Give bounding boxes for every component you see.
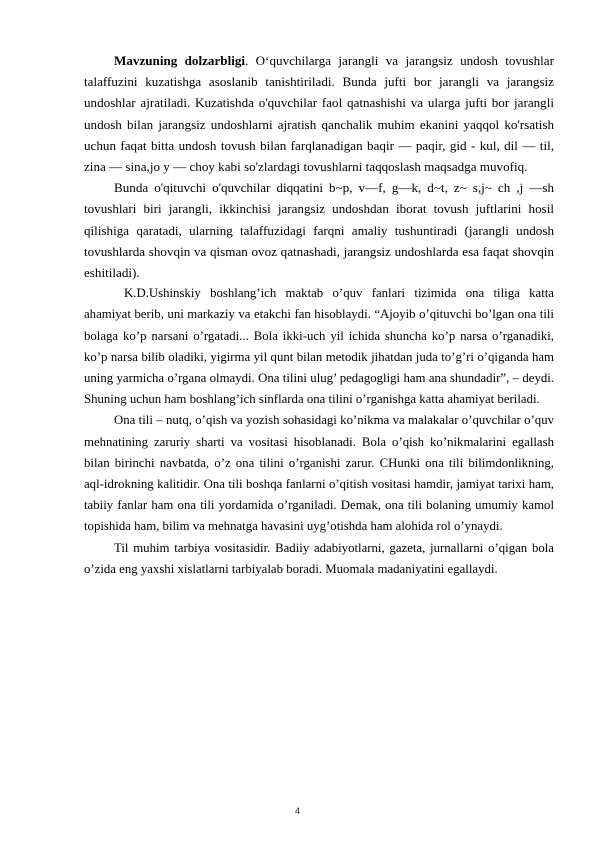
paragraph-native-language-role — [84, 410, 554, 537]
paragraph-text: Ona tili – nutq, o’qish va yozish sohasidagi ko’nikma va malakalar o’quvchilar o’quv mehnatining zaruriy sharti va vositasi hisoblanadi. Bola o’qish ko’nikmalarini egallash bilan birinchi navbatda, o’z ona tilini o’rganishi zarur. CHunki ona tili bilimdonlikning, aql-idrokning kalitidir. Ona tili boshqa fanlarni o’qitish vositasi hamdir, jamiyat tarixi ham, tabiiy fanlar ham ona tili yordamida o’rganiladi. Demak, ona tili bolaning umumiy kamol topishida ham, bilim va mehnatga havasini uyg’otishda ham alohida rol o’ynaydi. — [84, 413, 554, 534]
paragraph-text: Til muhim tarbiya vositasidir. Badiiy adabiyotlarni, gazeta, jurnallarni o’qigan bola o’zida eng yaxshi xislatlarni tarbiyalab boradi. Muomala madaniyatini egallaydi. — [84, 540, 554, 576]
paragraph-ushinskiy-quote — [84, 283, 554, 410]
paragraph-consonant-pairs — [84, 177, 554, 283]
paragraph-education-tool — [84, 538, 554, 580]
page-number: 4 — [294, 806, 300, 816]
paragraph-text: Bunda o'qituvchi o'quvchilar diqqatini b~p, v—f, g—k, d~t, z~ s,j~ ch ,j —sh tovushlari biri jarangli, ikkinchisi jarangsiz undoshdan iborat tovush juftlarini hosil qilishiga qaratadi, ularning talaffuzidagi farqni amaliy tushuntiradi (jarangli undosh tovushlarda shovqin va qisman ovoz qatnashadi, jarangsiz undoshlarda esa faqat shovqin eshitiladi). — [84, 180, 554, 281]
paragraph-text: K.D.Ushinskiy boshlang’ich maktab o’quv fanlari tizimida ona tiliga katta ahamiyat berib, uni markaziy va etakchi fan hisoblaydi. “Ajoyib o’qituvchi bo’lgan ona tili bolaga ko’p narsani o’rgatadi... Bola ikki-uch yil ichida shuncha ko’p narsa o’rganadiki, ko’p narsa bilib oladiki, yigirma yil qunt bilan metodik jihatdan juda to’g’ri o’qiganda ham uning yarmicha o’rgana olmaydi. Ona tilini ulug’ pedagogligi ham ana shundadir”, – deydi. Shuning uchun ham boshlang’ich sinflarda ona tilini o’rganishga katta ahamiyat beriladi. — [84, 286, 554, 407]
document-page — [84, 50, 554, 580]
paragraph-lead-heading: Mavzuning dolzarbligi — [114, 53, 246, 68]
paragraph-text: . O‘quvchilarga jarangli va jarangsiz undosh tovushlar talaffuzini kuzatishga asoslanib tanishtiriladi. Bunda jufti bor jarangli va jarangsiz undoshlar ajratiladi. Kuzatishda o'quvchilar faol qatnashishi va ularga jufti bor jarangli undosh bilan jarangsiz undoshlarni ajratish qanchalik muhim ekanini yaqqol ko'rsatish uchun faqat bitta undosh tovush bilan farqlanadigan baqir — paqir, gid - kul, dil — til, zina — sina,jo y — choy kabi so'zlardagi tovushlarni taqqoslash maqsadga muvofiq. — [84, 53, 554, 175]
paragraph-relevance — [84, 50, 554, 177]
